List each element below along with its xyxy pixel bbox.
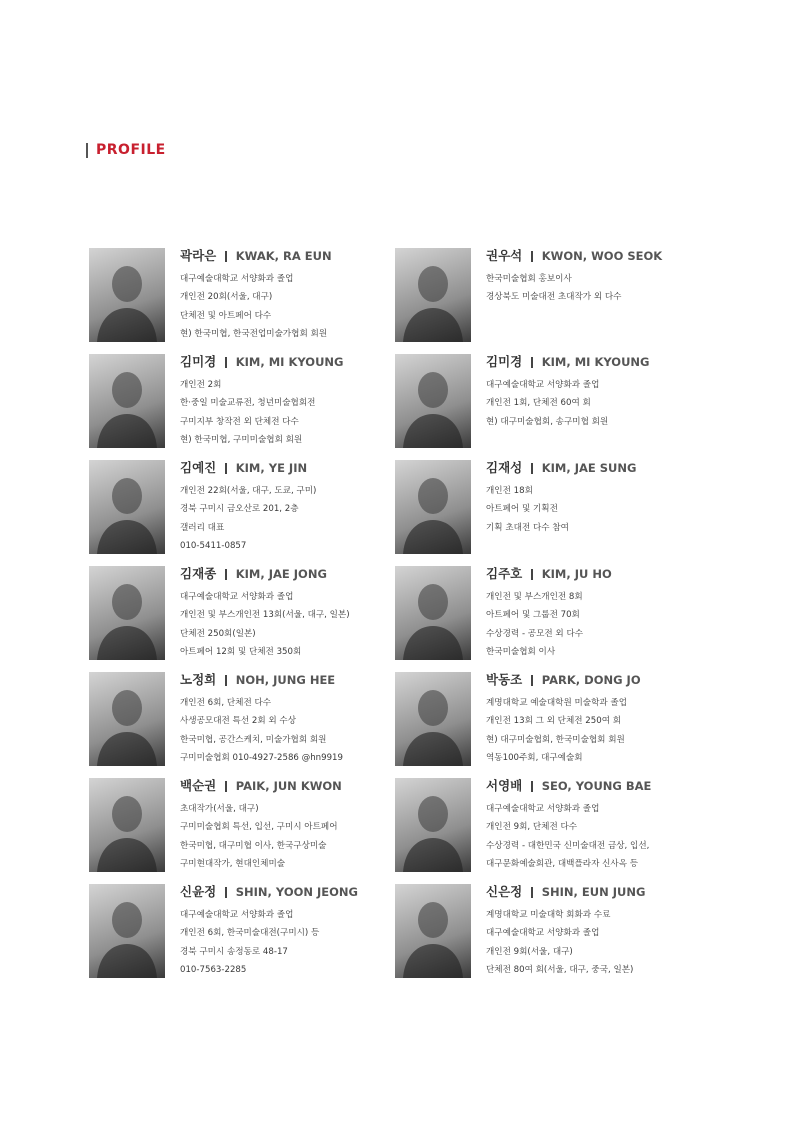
profile-details	[486, 906, 701, 979]
detail-line: 경상북도 미술대전 초대작가 외 다수	[486, 292, 622, 303]
profile-card	[395, 884, 695, 980]
name-divider	[225, 463, 227, 474]
korean-name: 김미경	[180, 354, 217, 369]
english-name: KIM, JU HO	[541, 567, 612, 581]
profile-card	[89, 460, 389, 556]
english-name: SHIN, EUN JUNG	[541, 885, 646, 899]
profile-details	[180, 800, 395, 873]
profile-card	[89, 566, 389, 662]
portrait-photo	[395, 672, 471, 766]
detail-line: 단체전 80여 회(서울, 대구, 중국, 일본)	[486, 964, 634, 975]
person-silhouette-icon	[395, 884, 471, 978]
name-divider	[225, 569, 227, 580]
profile-info	[180, 354, 395, 449]
detail-line: 대구예술대학교 서양화과 졸업	[180, 274, 294, 284]
profile-info	[486, 778, 701, 873]
korean-name: 신은정	[486, 884, 523, 899]
detail-line: 현) 한국미협, 한국전업미술가협회 회원	[180, 328, 328, 339]
detail-line: 한국미술협회 이사	[486, 646, 556, 657]
name-line	[486, 778, 701, 794]
detail-line: 개인전 22회(서울, 대구, 도쿄, 구미)	[180, 486, 317, 496]
name-divider	[225, 887, 227, 898]
detail-line: 개인전 9회(서울, 대구)	[486, 946, 573, 957]
detail-line: 구미현대작가, 현대인체미술	[180, 858, 286, 869]
detail-line: 개인전 13회 그 외 단체전 250여 회	[486, 716, 622, 727]
detail-line: 개인전 18회	[486, 486, 533, 496]
detail-line: 사생공모대전 특선 2회 외 수상	[180, 716, 297, 727]
profile-info	[486, 566, 701, 661]
korean-name: 박동조	[486, 672, 523, 687]
name-divider	[225, 251, 227, 262]
detail-line: 대구문화예술회관, 대백플라자 신사옥 등	[486, 858, 639, 869]
profile-card	[89, 672, 389, 768]
detail-line: 대구예술대학교 서양화과 졸업	[486, 928, 600, 939]
detail-line: 010-5411-0857	[180, 540, 247, 551]
korean-name: 권우석	[486, 248, 523, 263]
english-name: KIM, MI KYOUNG	[235, 355, 344, 369]
detail-line: 개인전 및 부스개인전 8회	[486, 592, 583, 602]
detail-line: 수상경력 - 대한민국 신미술대전 금상, 입선,	[486, 840, 650, 851]
portrait-photo	[89, 354, 165, 448]
profile-info	[486, 672, 701, 767]
detail-line: 한국미협, 공간스케치, 미술가협회 회원	[180, 734, 327, 745]
person-silhouette-icon	[89, 884, 165, 978]
english-name: KIM, JAE SUNG	[541, 461, 637, 475]
name-divider	[531, 463, 533, 474]
detail-line: 대구예술대학교 서양화과 졸업	[486, 804, 600, 814]
profile-info	[486, 248, 701, 307]
portrait-photo	[89, 566, 165, 660]
detail-line: 대구예술대학교 서양화과 졸업	[486, 380, 600, 390]
korean-name: 곽라은	[180, 248, 217, 263]
profile-card	[89, 248, 389, 344]
profile-details	[180, 376, 395, 449]
portrait-photo	[89, 248, 165, 342]
portrait-photo	[89, 460, 165, 554]
name-line	[486, 672, 701, 688]
profile-info	[180, 566, 395, 661]
name-divider	[531, 887, 533, 898]
english-name: SHIN, YOON JEONG	[235, 885, 358, 899]
detail-line: 개인전 20회(서울, 대구)	[180, 292, 273, 303]
detail-line: 대구예술대학교 서양화과 졸업	[180, 592, 294, 602]
person-silhouette-icon	[395, 460, 471, 554]
person-silhouette-icon	[89, 672, 165, 766]
name-line	[486, 884, 701, 900]
detail-line: 아트페어 12회 및 단체전 350회	[180, 646, 302, 657]
name-divider	[225, 781, 227, 792]
person-silhouette-icon	[89, 778, 165, 872]
detail-line: 경북 구미시 송정동로 48-17	[180, 946, 288, 957]
detail-line: 개인전 9회, 단체전 다수	[486, 822, 578, 833]
english-name: NOH, JUNG HEE	[235, 673, 336, 687]
detail-line: 기획 초대전 다수 참여	[486, 522, 569, 533]
detail-line: 개인전 6회, 단체전 다수	[180, 698, 272, 708]
detail-line: 갤러리 대표	[180, 522, 225, 533]
english-name: KWON, WOO SEOK	[541, 249, 663, 263]
name-divider	[225, 675, 227, 686]
profile-info	[486, 460, 701, 537]
english-name: KIM, MI KYOUNG	[541, 355, 650, 369]
name-line	[486, 460, 701, 476]
korean-name: 노정희	[180, 672, 217, 687]
person-silhouette-icon	[89, 354, 165, 448]
portrait-photo	[395, 566, 471, 660]
korean-name: 신윤정	[180, 884, 217, 899]
detail-line: 단체전 250회(일본)	[180, 628, 256, 639]
profile-info	[180, 778, 395, 873]
name-line	[180, 884, 395, 900]
name-divider	[531, 357, 533, 368]
portrait-photo	[395, 354, 471, 448]
profile-card	[395, 566, 695, 662]
korean-name: 김예진	[180, 460, 217, 475]
detail-line: 초대작가(서울, 대구)	[180, 804, 259, 814]
profile-info	[180, 248, 395, 343]
portrait-photo	[89, 778, 165, 872]
page-title: PROFILE	[96, 142, 166, 158]
person-silhouette-icon	[89, 566, 165, 660]
profile-details	[486, 482, 701, 537]
detail-line: 개인전 및 부스개인전 13회(서울, 대구, 일본)	[180, 610, 350, 621]
profile-details	[180, 270, 395, 343]
profile-card	[89, 354, 389, 450]
detail-line: 계명대학교 예술대학원 미술학과 졸업	[486, 698, 628, 708]
person-silhouette-icon	[395, 778, 471, 872]
profile-details	[486, 800, 701, 873]
name-line	[486, 354, 701, 370]
detail-line: 구미미술협회 010-4927-2586 @hn9919	[180, 752, 343, 763]
profile-details	[486, 588, 701, 661]
english-name: SEO, YOUNG BAE	[541, 779, 652, 793]
detail-line: 현) 한국미협, 구미미술협회 회원	[180, 434, 303, 445]
name-divider	[225, 357, 227, 368]
english-name: KWAK, RA EUN	[235, 249, 332, 263]
profile-info	[180, 672, 395, 767]
name-line	[486, 248, 701, 264]
profile-card	[395, 248, 695, 344]
profile-details	[486, 270, 701, 307]
english-name: KIM, YE JIN	[235, 461, 308, 475]
name-line	[180, 566, 395, 582]
detail-line: 개인전 6회, 한국미술대전(구미시) 등	[180, 928, 320, 939]
detail-line: 구미미술협회 특선, 입선, 구미시 아트페어	[180, 822, 338, 833]
name-line	[180, 354, 395, 370]
name-line	[180, 460, 395, 476]
name-divider	[531, 675, 533, 686]
profile-info	[486, 354, 701, 431]
name-line	[180, 778, 395, 794]
profile-details	[180, 906, 395, 979]
korean-name: 김재성	[486, 460, 523, 475]
name-line	[180, 672, 395, 688]
profile-card	[395, 354, 695, 450]
person-silhouette-icon	[395, 566, 471, 660]
portrait-photo	[89, 884, 165, 978]
korean-name: 김미경	[486, 354, 523, 369]
detail-line: 현) 대구미술협회, 한국미술협회 회원	[486, 734, 625, 745]
detail-line: 개인전 2회	[180, 380, 222, 390]
profile-details	[486, 694, 701, 767]
person-silhouette-icon	[89, 248, 165, 342]
profile-card	[89, 884, 389, 980]
name-line	[486, 566, 701, 582]
detail-line: 대구예술대학교 서양화과 졸업	[180, 910, 294, 920]
profile-details	[180, 694, 395, 767]
detail-line: 수상경력 - 공모전 외 다수	[486, 628, 584, 639]
english-name: KIM, JAE JONG	[235, 567, 327, 581]
name-line	[180, 248, 395, 264]
person-silhouette-icon	[395, 248, 471, 342]
profile-card	[89, 778, 389, 874]
english-name: PAIK, JUN KWON	[235, 779, 342, 793]
portrait-photo	[89, 672, 165, 766]
detail-line: 현) 대구미술협회, 송구미협 회원	[486, 416, 609, 427]
portrait-photo	[395, 884, 471, 978]
detail-line: 계명대학교 미술대학 회화과 수료	[486, 910, 611, 920]
profile-details	[486, 376, 701, 431]
portrait-photo	[395, 778, 471, 872]
person-silhouette-icon	[395, 672, 471, 766]
person-silhouette-icon	[89, 460, 165, 554]
profile-card	[395, 460, 695, 556]
detail-line: 역동100주회, 대구예술회	[486, 752, 583, 763]
name-divider	[531, 781, 533, 792]
detail-line: 단체전 및 아트페어 다수	[180, 310, 272, 321]
portrait-photo	[395, 248, 471, 342]
korean-name: 김주호	[486, 566, 523, 581]
person-silhouette-icon	[395, 354, 471, 448]
korean-name: 김재종	[180, 566, 217, 581]
korean-name: 백순권	[180, 778, 217, 793]
detail-line: 개인전 1회, 단체전 60여 회	[486, 398, 591, 409]
profile-info	[486, 884, 701, 979]
detail-line: 구미지부 창작전 외 단체전 다수	[180, 416, 299, 427]
english-name: PARK, DONG JO	[541, 673, 641, 687]
detail-line: 한국미협, 대구미협 이사, 한국구상미술	[180, 840, 327, 851]
profile-card	[395, 778, 695, 874]
profile-details	[180, 588, 395, 661]
detail-line: 아트페어 및 그룹전 70회	[486, 610, 580, 621]
detail-line: 한국미술협회 홍보이사	[486, 274, 572, 284]
name-divider	[531, 569, 533, 580]
profile-info	[180, 460, 395, 555]
detail-line: 아트페어 및 기획전	[486, 504, 558, 515]
detail-line: 경북 구미시 금오산로 201, 2층	[180, 504, 299, 515]
profile-card	[395, 672, 695, 768]
portrait-photo	[395, 460, 471, 554]
korean-name: 서영배	[486, 778, 523, 793]
detail-line: 010-7563-2285	[180, 964, 247, 975]
profile-details	[180, 482, 395, 555]
profile-info	[180, 884, 395, 979]
name-divider	[531, 251, 533, 262]
detail-line: 한·중일 미술교류전, 청년미술협회전	[180, 398, 316, 409]
